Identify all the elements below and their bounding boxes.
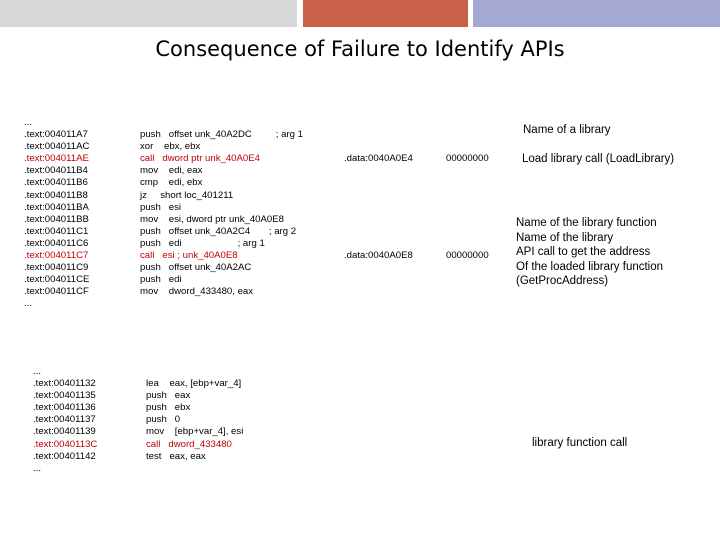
block2-address-column — [33, 366, 97, 475]
code-address: ... — [33, 366, 41, 377]
header-bar-blue — [473, 0, 720, 27]
code-instruction: lea eax, [ebp+var_4] — [146, 378, 242, 390]
data-ref-label: .data:0040A0E8 — [344, 250, 413, 261]
block2-instruction-column — [146, 366, 243, 475]
block1-instruction-column — [140, 117, 303, 311]
note-library-name: Name of a library — [523, 124, 611, 136]
code-address: .text:00401132 — [33, 378, 96, 390]
code-instruction: push ebx — [146, 402, 191, 414]
code-address: .text:00401136 — [33, 402, 96, 414]
code-address: .text:004011CF — [24, 286, 89, 298]
code-address: ... — [33, 462, 41, 474]
code-address: .text:00401142 — [33, 450, 96, 462]
code-instruction: push eax — [146, 390, 191, 402]
code-address: .text:004011A7 — [24, 129, 88, 141]
slide-title: Consequence of Failure to Identify APIs — [155, 37, 565, 61]
code-instruction — [140, 298, 303, 310]
code-instruction — [140, 117, 303, 129]
code-address: .text:004011B4 — [24, 165, 88, 177]
code-instruction: push offset unk_40A2C4 ; arg 2 — [140, 225, 297, 237]
code-address: .text:004011BB — [24, 213, 89, 225]
code-address: ... — [24, 117, 32, 128]
note-load-library-call: Load library call (LoadLibrary) — [522, 153, 675, 165]
code-instruction: test eax, eax — [146, 450, 206, 462]
code-instruction: push edi ; arg 1 — [140, 237, 265, 249]
code-instruction: mov edi, eax — [140, 165, 203, 177]
code-instruction: mov esi, dword ptr unk_40A0E8 — [140, 213, 284, 225]
code-address: .text:00401135 — [33, 390, 96, 402]
code-instruction: cmp edi, ebx — [140, 177, 203, 189]
data-ref-label: .data:0040A0E4 — [344, 153, 413, 164]
code-instruction — [146, 366, 243, 378]
code-instruction: mov [ebp+var_4], esi — [146, 426, 244, 438]
code-instruction: push 0 — [146, 414, 181, 426]
code-instruction: mov dword_433480, eax — [140, 286, 254, 298]
code-instruction: push esi — [140, 201, 182, 213]
header-bar-red — [303, 0, 468, 27]
code-instruction: push offset unk_40A2DC ; arg 1 — [140, 129, 304, 141]
code-instruction: xor ebx, ebx — [140, 141, 201, 153]
code-address: .text:00401137 — [33, 414, 96, 426]
data-ref-value: 00000000 — [446, 250, 489, 261]
code-instruction — [146, 463, 243, 475]
data-ref-value: 00000000 — [446, 153, 489, 164]
code-instruction: jz short loc_401211 — [140, 189, 234, 201]
block1-address-column — [24, 117, 89, 311]
code-address: .text:004011CE — [24, 274, 90, 286]
code-address: .text:0040113C — [33, 438, 98, 450]
code-address: .text:004011B8 — [24, 189, 88, 201]
code-address: .text:004011AE — [24, 153, 89, 165]
code-instruction: push edi — [140, 274, 182, 286]
code-address: .text:004011C9 — [24, 262, 89, 274]
code-instruction: push offset unk_40A2AC — [140, 262, 252, 274]
code-address: .text:004011AC — [24, 141, 90, 153]
code-address: .text:00401139 — [33, 426, 96, 438]
code-address: .text:004011BA — [24, 201, 89, 213]
code-address: ... — [24, 298, 32, 310]
code-instruction: call dword_433480 — [146, 438, 232, 450]
header-bar-gray — [0, 0, 297, 27]
code-instruction: call esi ; unk_40A0E8 — [140, 250, 238, 262]
code-address: .text:004011C6 — [24, 237, 89, 249]
code-instruction: call dword ptr unk_40A0E4 — [140, 153, 260, 165]
code-address: .text:004011B6 — [24, 177, 88, 189]
code-address: .text:004011C1 — [24, 225, 89, 237]
code-address: .text:004011C7 — [24, 250, 89, 262]
note-get-proc-address: Name of the library function Name of the library API call to get the address Of the loaded library function (GetProcAddress) — [516, 217, 664, 288]
note-library-function-call: library function call — [532, 437, 628, 449]
